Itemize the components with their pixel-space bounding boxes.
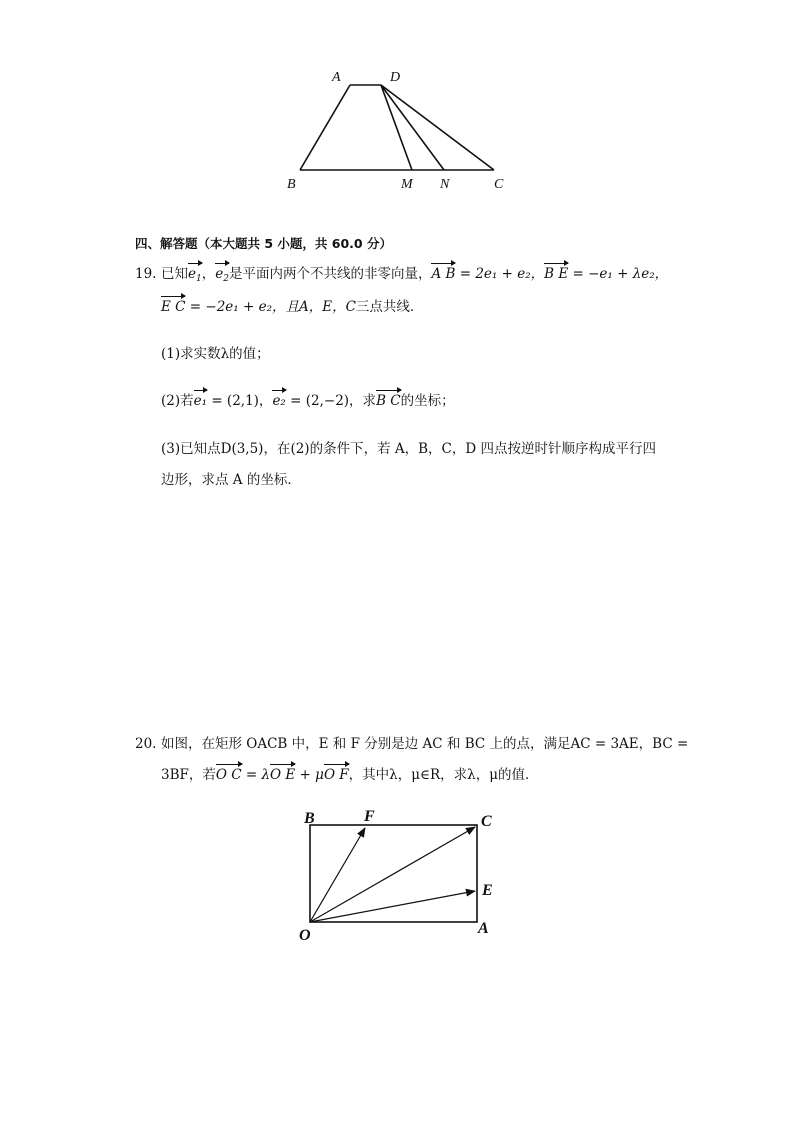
segment-ab [300,85,350,170]
label-e: E [482,882,493,899]
label-a: A [332,70,341,85]
vector-ec: E C [161,299,186,315]
q19-number: 19. [135,266,157,282]
segment-dm [381,85,412,170]
label-o: O [299,927,311,944]
q20-number: 20. [135,736,157,752]
q19-part3-line1: (3)已知点D(3,5)，在(2)的条件下，若 A，B，C，D 四点按逆时针顺序构成平行四 [161,441,656,457]
trapezoid-figure [270,60,530,200]
vector-e1: $e_1$ [188,264,202,289]
ab-expression: = 2e₁ + e₂， [459,266,545,282]
q19-part3-line2: 边形，求点 A 的坐标． [161,472,301,488]
arrow-oe [310,891,475,922]
arrow-of [310,828,365,922]
label-b: B [287,177,296,192]
vector-e1-part2: e₁ [193,393,208,409]
vector-be: B E [544,266,569,282]
q19-line1: 已知$e_1$，$e_2$是平面内两个不共线的非零向量，A B = 2e₁ + e₂，B E = −e₁ + λe₂， [161,264,668,289]
label-n: N [440,177,450,192]
q19-collinear: 三点共线． [355,299,424,315]
q19-points: A，E，C [298,299,356,315]
vector-of: O F [323,767,349,783]
section-title: 四、解答题（本大题共 5 小题，共 60.0 分） [135,236,392,251]
segment-dc [381,85,494,170]
q20-line2: 3BF，若O C = λO E + μO F，其中λ，μ∈R，求λ，μ的值． [161,767,539,783]
q19-intro-1: 已知 [161,266,188,282]
label-m: M [401,177,413,192]
label-b2: B [304,810,315,827]
q19-intro-2: 是平面内两个不共线的非零向量， [228,266,432,282]
label-f: F [364,808,375,825]
be-expression: = −e₁ + λe₂， [572,266,669,282]
rectangle-figure [290,800,510,950]
q19-part1: (1)求实数λ的值； [161,346,270,362]
vector-e2: $e_2$ [215,264,229,289]
q20-line1: 如图，在矩形 OACB 中，E 和 F 分别是边 AC 和 BC 上的点，满足AC = 3AE，BC = [161,736,689,752]
label-c2: C [481,813,492,830]
vector-oc: O C [215,767,242,783]
vector-bc: B C [376,393,401,409]
q19-part2: (2)若e₁ = (2,1)，e₂ = (2,−2)，求B C的坐标； [161,393,455,409]
ec-expression: = −2e₁ + e₂，且 [189,299,299,315]
arrow-oc [310,827,475,922]
segment-dn [381,85,444,170]
label-c: C [494,177,504,192]
vector-oe: O E [270,767,296,783]
q19-line2 [161,297,423,317]
vector-ab: A B [431,266,456,282]
vector-e2-part2: e₂ [272,393,286,409]
label-d: D [390,70,401,85]
label-a2: A [478,920,489,937]
